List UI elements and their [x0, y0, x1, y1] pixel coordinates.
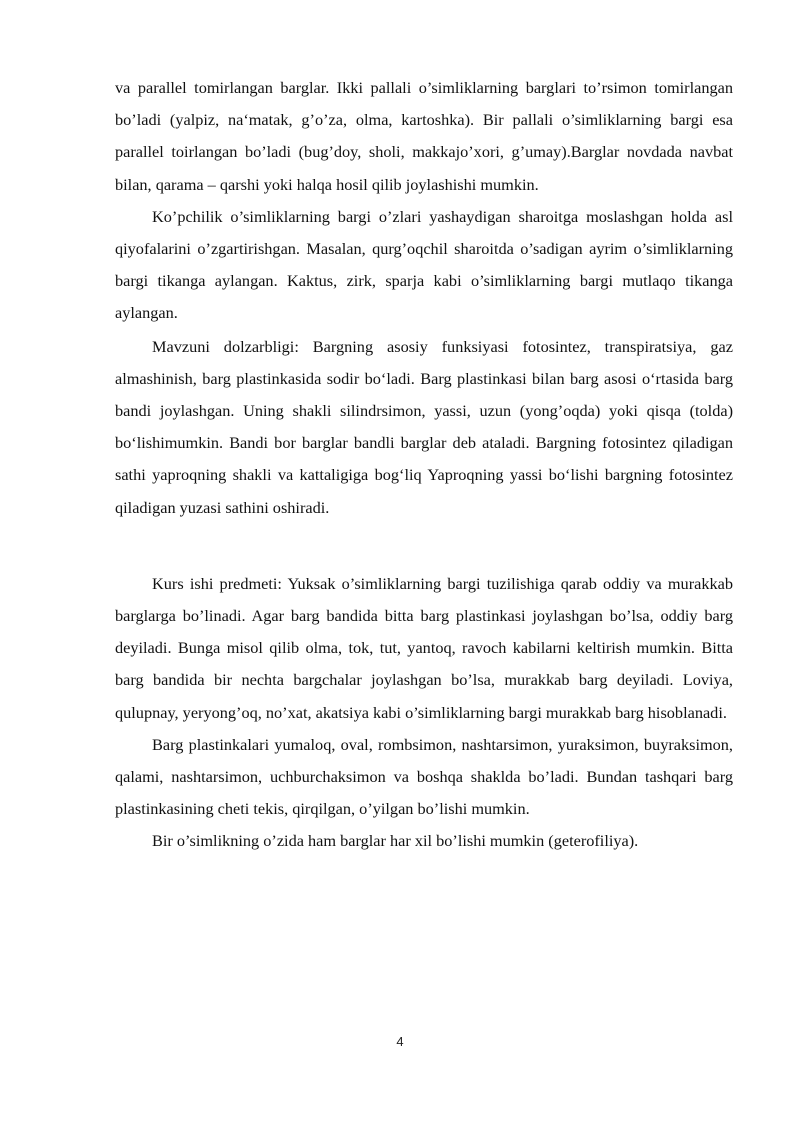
paragraph-leaf-shapes: Barg plastinkalari yumaloq, oval, rombsimon, nashtarsimon, yuraksimon, buyraksimon, qalami, nashtarsimon, uchburchaksimon va boshqa shaklda bo’ladi. Bundan tashqari barg plastinkasining cheti tekis, qirqilgan, o’yilgan bo’lishi mumkin.	[115, 734, 733, 819]
paragraph-heterophylly: Bir o’simlikning o’zida ham barglar har xil bo’lishi mumkin (geterofiliya).	[152, 831, 639, 851]
paragraph-topic-relevance: Mavzuni dolzarbligi: Bargning asosiy funksiyasi fotosintez, transpiratsiya, gaz almashinish, barg plastinkasida sodir bo‘ladi. Barg plastinkasi bilan barg asosi o‘rtasida barg bandi joylashgan. Uning shakli silindrsimon, yassi, uzun (yong’oqda) yoki qisqa (tolda) bo‘lishimumkin. Bandi bor barglar bandli barglar deb ataladi. Bargning fotosintez qiladigan sathi yaproqning shakli va kattaligiga bog‘liq Yaproqning yassi bo‘lishi bargning fotosintez qiladigan yuzasi sathini oshiradi.	[115, 336, 733, 517]
page-number: 4	[396, 1034, 404, 1049]
paragraph-course-subject: Kurs ishi predmeti: Yuksak o’simliklarning bargi tuzilishiga qarab oddiy va murakkab barglarga bo’linadi. Agar barg bandida bitta barg plastinkasi joylashgan bo’lsa, oddiy barg deyiladi. Bunga misol qilib olma, tok, tut, yantoq, ravoch kabilarni keltirish mumkin. Bitta barg bandida bir nechta bargchalar joylashgan bo’lsa, murakkab barg deyiladi. Loviya, qulupnay, yeryong’oq, no’xat, akatsiya kabi o’simliklarning bargi murakkab barg hisoblanadi.	[115, 573, 733, 722]
paragraph-leaf-adaptation: Ko’pchilik o’simliklarning bargi o’zlari yashaydigan sharoitga moslashgan holda asl qiyofalarini o’zgartirishgan. Masalan, qurg’oqchil sharoitda o’sadigan ayrim o’simliklarning bargi tikanga aylangan. Kaktus, zirk, sparja kabi o’simliklarning bargi mutlaqo tikanga aylangan.	[115, 206, 733, 323]
paragraph-leaf-venation: va parallel tomirlangan barglar. Ikki pallali o’simliklarning barglari to’rsimon tomirlangan bo’ladi (yalpiz, na‘matak, g’o’za, olma, kartoshka). Bir pallali o’simliklarning bargi esa parallel toirlangan bo’ladi (bug’doy, sholi, makkajo’xori, g’umay).Barglar novdada navbat bilan, qarama – qarshi yoki halqa hosil qilib joylashishi mumkin.	[115, 78, 733, 194]
body-text	[115, 72, 733, 858]
